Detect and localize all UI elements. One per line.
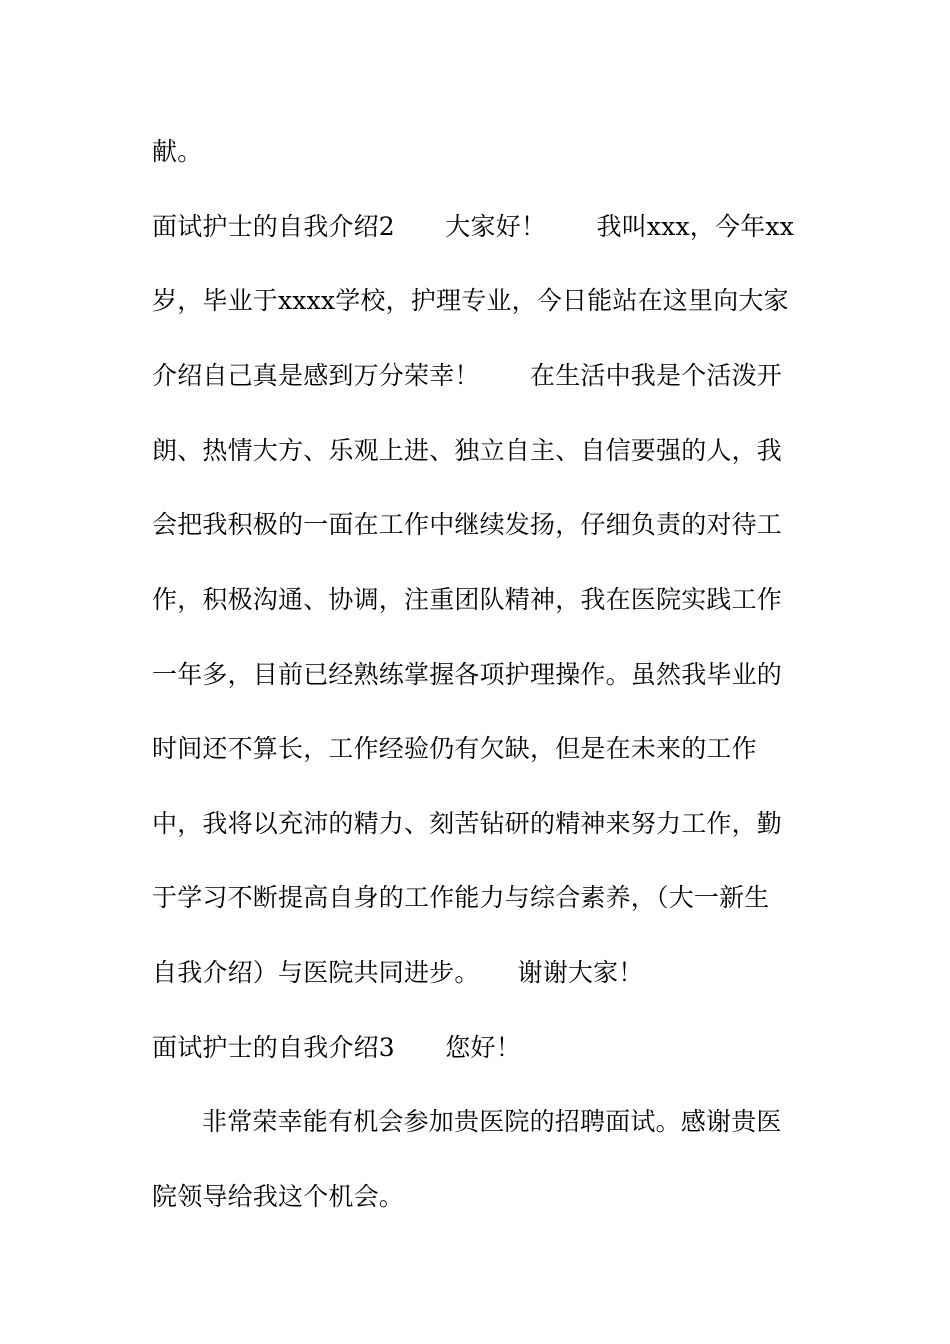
text-line: 一年多，目前已经熟练掌握各项护理操作。虽然我毕业的 (152, 660, 783, 689)
text-line: 朗、热情大方、乐观上进、独立自主、自信要强的人，我 (152, 436, 783, 465)
paragraph-line: 院领导给我这个机会。 (152, 1182, 405, 1211)
text-line: 献。 (152, 137, 203, 166)
text-line: 于学习不断提高自身的工作能力与综合素养，（大一新生 (152, 883, 770, 912)
text-line: 自我介绍）与医院共同进步。 谢谢大家！ (152, 958, 644, 987)
text-line: 作，积极沟通、协调，注重团队精神，我在医院实践工作 (152, 585, 783, 614)
text-line: 中，我将以充沛的精力、刻苦钻研的精神来努力工作，勤 (152, 809, 783, 838)
paragraph-line: 非常荣幸能有机会参加贵医院的招聘面试。感谢贵医 (202, 1107, 782, 1136)
text-line: 时间还不算长，工作经验仍有欠缺，但是在未来的工作 (152, 734, 757, 763)
section-heading-2: 面试护士的自我介绍2 大家好！ 我叫xxx，今年xx (152, 212, 795, 241)
text-line: 介绍自己真是感到万分荣幸！ 在生活中我是个活泼开 (152, 361, 783, 390)
text-line: 岁，毕业于xxxx学校，护理专业，今日能站在这里向大家 (152, 286, 789, 315)
text-line: 会把我积极的一面在工作中继续发扬，仔细负责的对待工 (152, 510, 783, 539)
section-heading-3: 面试护士的自我介绍3 您好！ (152, 1033, 521, 1062)
